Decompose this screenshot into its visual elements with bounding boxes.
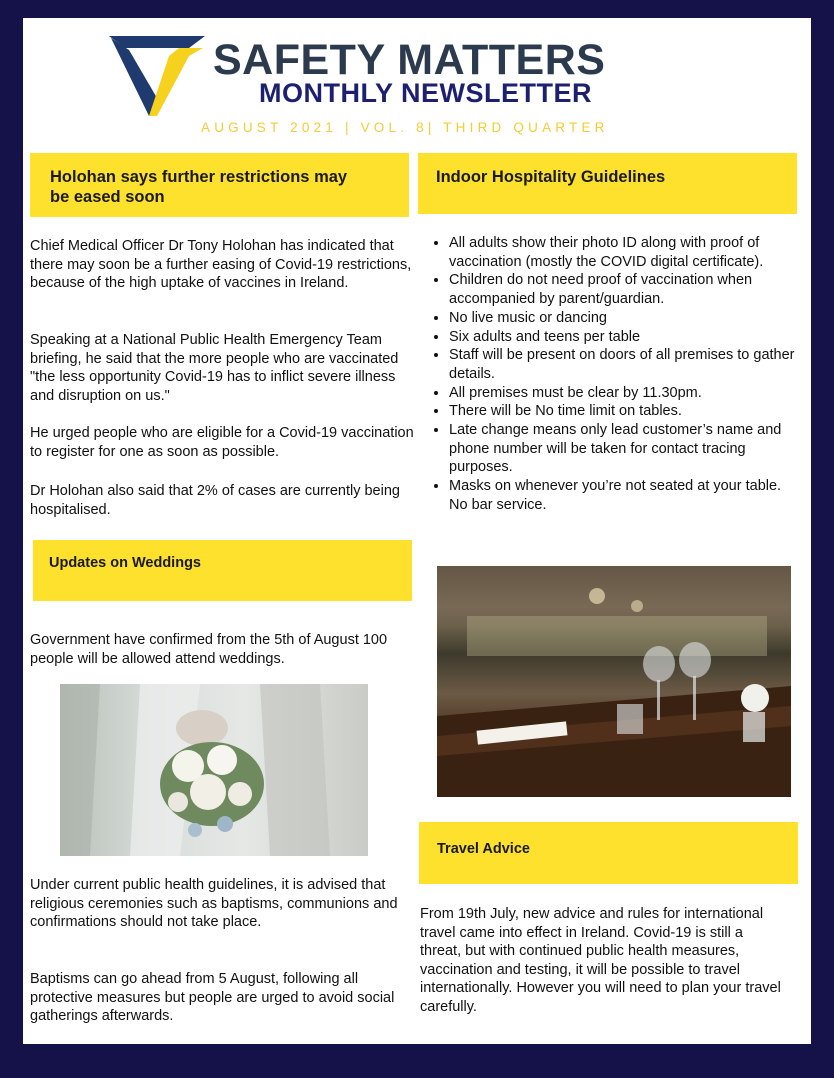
newsletter-page [23, 18, 811, 1044]
weddings-paragraph-2: Under current public health guidelines, it is advised that religious ceremonies such as baptisms, communions and confirmations should not take place. [30, 877, 398, 930]
wedding-bouquet-photo [60, 684, 368, 856]
hospitality-guidelines-list [431, 234, 799, 515]
issue-line: AUGUST 2021 | VOL. 8| THIRD QUARTER [201, 120, 609, 135]
travel-heading: Travel Advice [419, 822, 798, 884]
list-item: • Six adults and teens per table [449, 328, 799, 347]
holohan-heading [30, 153, 409, 217]
list-item: • All adults show their photo ID along with proof of vaccination (mostly the COVID digital certificate). [449, 234, 799, 271]
hospitality-heading: Indoor Hospitality Guidelines [418, 153, 797, 214]
holohan-paragraph-2: Speaking at a National Public Health Emergency Team briefing, he said that the more people who are vaccinated "the less opportunity Covid-19 has to inflict severe illness and disruption on us." [30, 332, 399, 404]
holohan-heading-line2: be eased soon [50, 188, 165, 206]
restaurant-table-photo [437, 566, 791, 797]
list-item: • No live music or dancing [449, 309, 799, 328]
list-item: • Late change means only lead customer’s name and phone number will be taken for contact tracing purposes. [449, 421, 799, 477]
list-item: • There will be No time limit on tables. [449, 402, 799, 421]
list-item: • Children do not need proof of vaccination when accompanied by parent/guardian. [449, 271, 799, 308]
safety-matters-logo [109, 36, 205, 118]
newsletter-subtitle: MONTHLY NEWSLETTER [259, 78, 593, 108]
newsletter-title: SAFETY MATTERS [213, 36, 606, 84]
weddings-paragraph-3: Baptisms can go ahead from 5 August, following all protective measures but people are urged to avoid social gatherings afterwards. [30, 971, 395, 1024]
list-item: • All premises must be clear by 11.30pm. [449, 384, 799, 403]
weddings-heading: Updates on Weddings [33, 540, 412, 601]
holohan-paragraph-1: Chief Medical Officer Dr Tony Holohan has indicated that there may soon be a further easing of Covid-19 restrictions, because of the high uptake of vaccines in Ireland. [30, 238, 412, 291]
weddings-paragraph-1: Government have confirmed from the 5th of August 100 people will be allowed attend weddings. [30, 632, 388, 667]
holohan-heading-line1: Holohan says further restrictions may [50, 168, 348, 186]
holohan-paragraph-3: He urged people who are eligible for a Covid-19 vaccination to register for one as soon as possible. [30, 425, 414, 460]
list-item: • Staff will be present on doors of all premises to gather details. [449, 346, 799, 383]
list-item: • Masks on whenever you’re not seated at your table. No bar service. [449, 477, 799, 514]
travel-paragraph-1: From 19th July, new advice and rules for international travel came into effect in Ireland. Covid-19 is still a threat, but with continued public health measures, vaccination and testing, it will be possible to travel internationally. However you will need to plan your travel carefully. [420, 906, 781, 1015]
holohan-paragraph-4: Dr Holohan also said that 2% of cases are currently being hospitalised. [30, 483, 400, 518]
